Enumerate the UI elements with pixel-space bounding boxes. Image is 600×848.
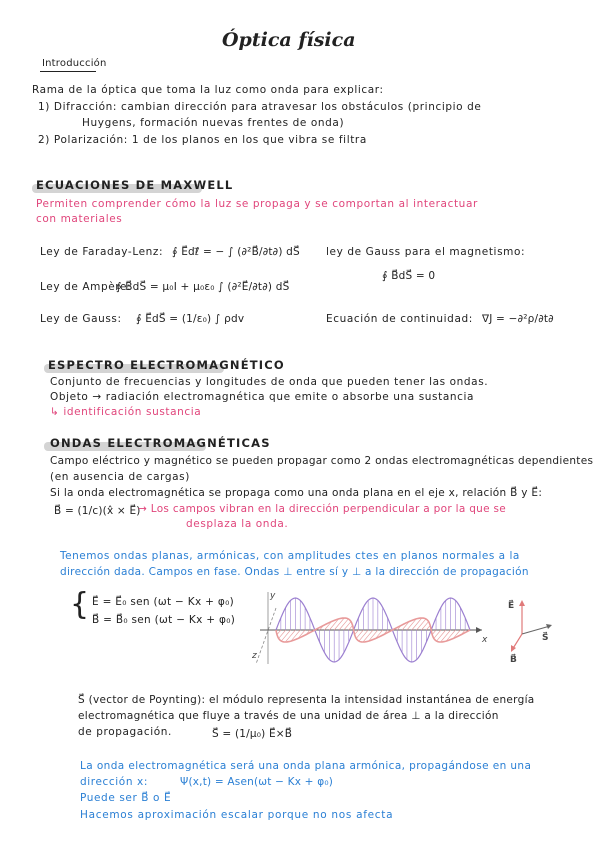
maxwell-desc-a: Permiten comprender cómo la luz se propaga y se comportan al interactuar bbox=[36, 198, 478, 210]
intro-underline bbox=[40, 71, 96, 72]
intro-label: Introducción bbox=[42, 58, 107, 69]
ondas-line2: (en ausencia de cargas) bbox=[50, 471, 190, 483]
maxwell-heading: ECUACIONES DE MAXWELL bbox=[36, 178, 234, 192]
espectro-line2: Objeto → radiación electromagnética que emite o absorbe una sustancia bbox=[50, 391, 475, 403]
ondas-heading: ONDAS ELECTROMAGNÉTICAS bbox=[50, 436, 271, 450]
wave-y-label: y bbox=[270, 591, 276, 601]
intro-item1-b: Huygens, formación nuevas frentes de onda) bbox=[82, 117, 345, 129]
ondas-blue-a: Tenemos ondas planas, armónicas, con amplitudes ctes en planos normales a la bbox=[60, 550, 520, 562]
final-eq: Ψ(x,t) = Asen(ωt − Kx + φ₀) bbox=[180, 776, 334, 788]
gauss-label: Ley de Gauss: bbox=[40, 313, 122, 325]
vector-triad bbox=[502, 594, 562, 664]
final-a: La onda electromagnética será una onda plana armónica, propagándose en una bbox=[80, 760, 532, 772]
ampere-eq: ∮ B⃗dS⃗ = μ₀I + μ₀ε₀ ∫ (∂²E⃗/∂t∂) dS⃗ bbox=[116, 281, 290, 293]
intro-rama: Rama de la óptica que toma la luz como onda para explicar: bbox=[32, 84, 384, 96]
ondas-blue-b: dirección dada. Campos en fase. Ondas ⊥ entre sí y ⊥ a la dirección de propagación bbox=[60, 566, 529, 578]
page-title: Óptica física bbox=[222, 29, 356, 51]
poynting-a: S⃗ (vector de Poynting): el módulo representa la intensidad instantánea de energía bbox=[78, 694, 535, 706]
triad-s-label: S⃗ bbox=[542, 633, 549, 643]
poynting-eq: S⃗ = (1/μ₀) E⃗×B⃗ bbox=[212, 728, 293, 740]
wave-z-label: z bbox=[252, 651, 257, 661]
wave-b-field-line bbox=[437, 630, 446, 641]
final-b: dirección x: bbox=[80, 776, 148, 788]
faraday-label: Ley de Faraday-Lenz: bbox=[40, 246, 164, 258]
wave-b-field-line bbox=[359, 630, 368, 641]
maxwell-desc-b: con materiales bbox=[36, 213, 123, 225]
relation-note-b: desplaza la onda. bbox=[186, 518, 289, 530]
relation-note-a: → Los campos vibran en la dirección perpendicular a por la que se bbox=[138, 503, 507, 515]
eq-e: E⃗ = E⃗₀ sen (ωt − Kx + φ₀) bbox=[92, 596, 234, 608]
ondas-line1: Campo eléctrico y magnético se pueden propagar como 2 ondas electromagnéticas dependientes bbox=[50, 455, 594, 467]
espectro-line1: Conjunto de frecuencias y longitudes de onda que pueden tener las ondas. bbox=[50, 376, 489, 388]
brace: { bbox=[70, 587, 90, 622]
ondas-line3: Si la onda electromagnética se propaga como una onda plana en el eje x, relación B⃗ y E⃗: bbox=[50, 487, 543, 499]
gauss-mag-label: ley de Gauss para el magnetismo: bbox=[326, 246, 526, 258]
ampere-label: Ley de Ampère: bbox=[40, 281, 132, 293]
relation-eq: B⃗ = (1/c)(x̂ × E⃗) bbox=[54, 505, 141, 517]
triad-e-label: E⃗ bbox=[508, 601, 515, 611]
wave-b-field-line bbox=[339, 619, 348, 630]
gauss-eq: ∮ E⃗dS⃗ = (1/ε₀) ∫ ρdv bbox=[136, 313, 245, 325]
wave-x-label: x bbox=[482, 635, 488, 645]
gauss-mag-eq: ∮ B⃗dS⃗ = 0 bbox=[382, 270, 436, 282]
intro-item1-a: 1) Difracción: cambian dirección para atravesar los obstáculos (principio de bbox=[38, 101, 482, 113]
wave-z-axis bbox=[256, 608, 276, 664]
triad-b-arrow bbox=[511, 645, 516, 652]
final-c: Puede ser B⃗ o E⃗ bbox=[80, 792, 172, 804]
poynting-b: electromagnética que fluye a través de una unidad de área ⊥ a la dirección bbox=[78, 710, 499, 722]
em-wave-figure bbox=[250, 588, 490, 668]
triad-e-arrow bbox=[519, 600, 525, 606]
triad-b-label: B⃗ bbox=[510, 655, 517, 664]
wave-x-arrow bbox=[476, 627, 482, 633]
intro-item2: 2) Polarización: 1 de los planos en los que vibra se filtra bbox=[38, 134, 367, 146]
poynting-c: de propagación. bbox=[78, 726, 172, 738]
faraday-eq: ∮ E⃗dℓ⃗ = − ∫ (∂²B⃗/∂t∂) dS⃗ bbox=[172, 246, 300, 258]
eq-b: B⃗ = B⃗₀ sen (ωt − Kx + φ₀) bbox=[92, 614, 236, 626]
wave-b-field-line bbox=[417, 619, 426, 630]
espectro-heading: ESPECTRO ELECTROMAGNÉTICO bbox=[48, 358, 285, 372]
final-d: Hacemos aproximación escalar porque no nos afecta bbox=[80, 809, 394, 821]
continuity-label: Ecuación de continuidad: bbox=[326, 313, 473, 325]
continuity-eq: ∇J = −∂²ρ/∂t∂ bbox=[482, 313, 554, 325]
wave-b-field-line bbox=[281, 630, 290, 641]
espectro-line3: ↳ identificación sustancia bbox=[50, 406, 202, 418]
